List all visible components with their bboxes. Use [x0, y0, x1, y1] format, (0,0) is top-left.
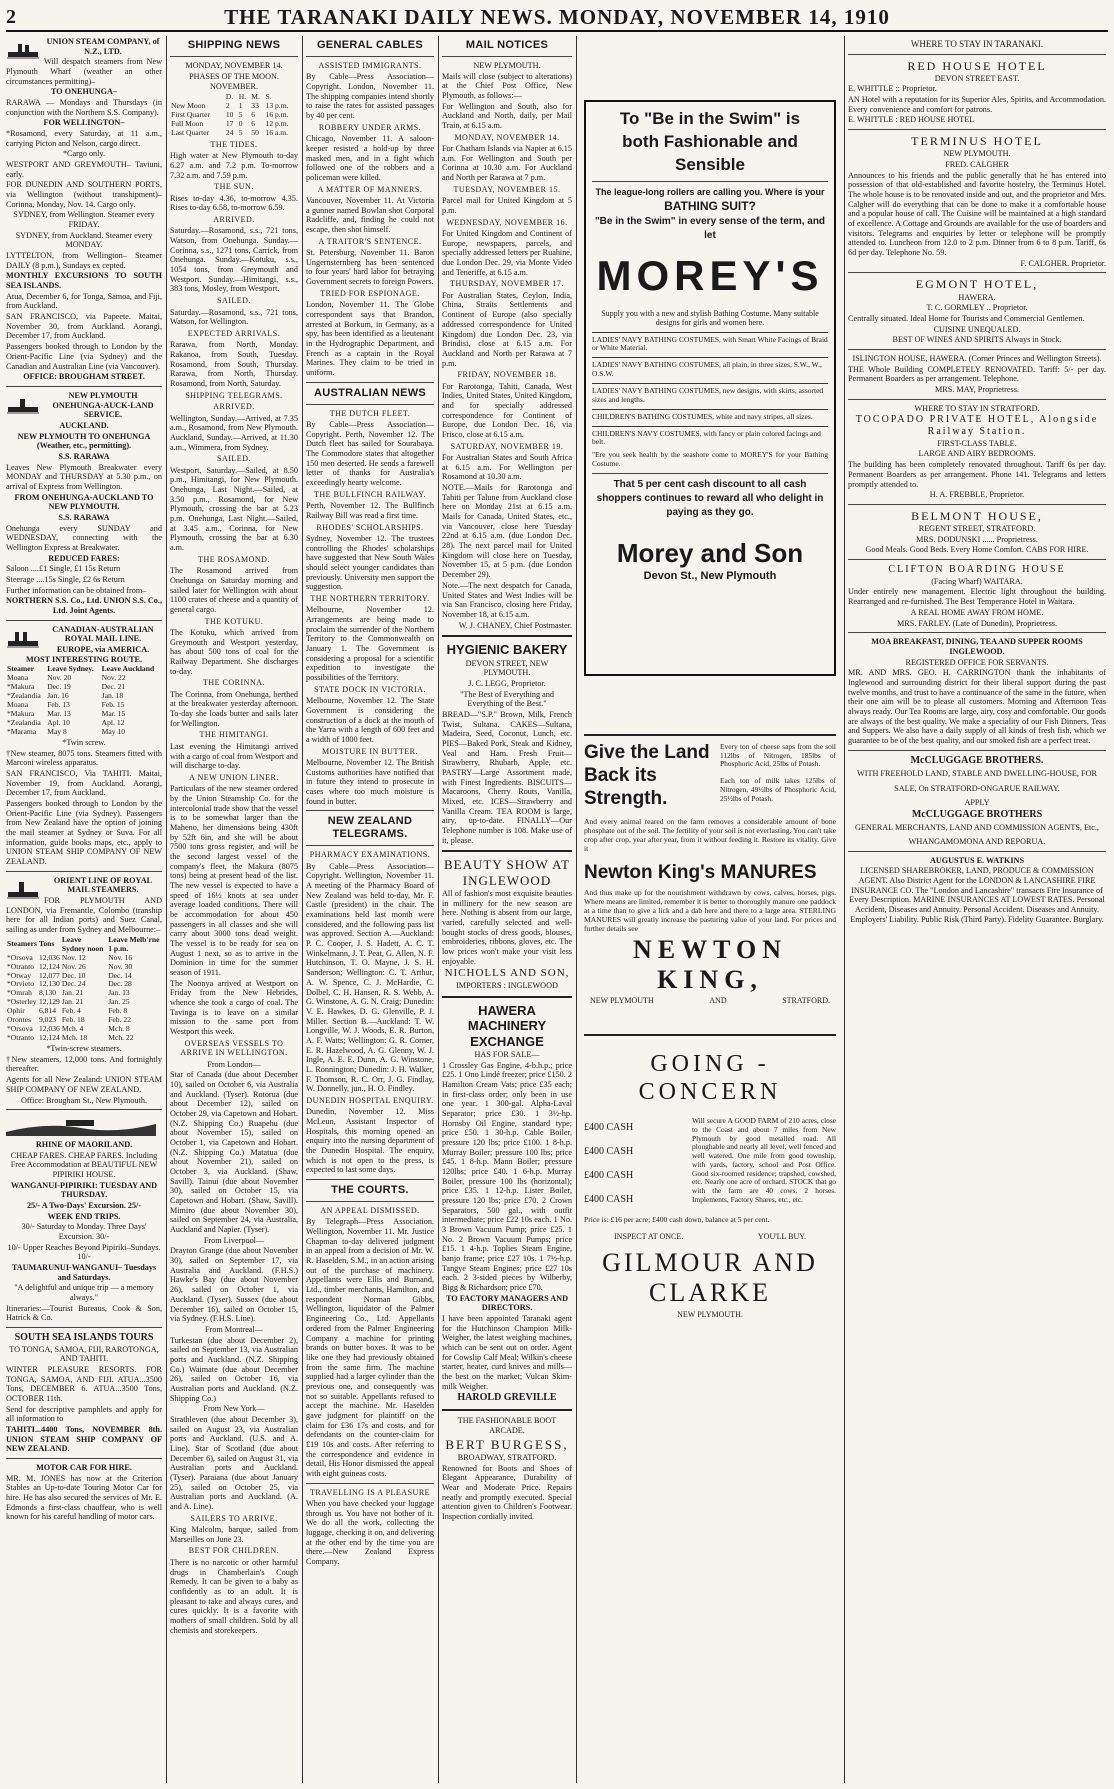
steamship-icon: [6, 393, 40, 415]
table-row: *Zealandia Apl. 10 Apl. 12: [7, 718, 125, 728]
table-row: *Omrah 8,130 Jan. 21 Jan. 13: [7, 988, 130, 998]
table-row: Moana Feb. 13 Feb. 15: [7, 700, 125, 710]
table-row: First Quarter 10 5 6 16 p.m.: [171, 109, 289, 119]
moon-phase-table: D. H. M. S. New Moon 2 1 33 13 p.m. First Quarter 10 5 6 16 p.m. Full Moon 17 0 6 12 p.m. Last Quarter 24 5 50 16 a.m.: [170, 93, 298, 138]
table-row: Moana Nov. 20 Nov. 22: [7, 673, 126, 683]
table-row: Full Moon 17 0 6 12 p.m.: [171, 118, 289, 128]
steamship-icon: [6, 878, 40, 900]
table-row: Orontes 9,023 Feb. 18 Feb. 22: [7, 1015, 131, 1025]
section-heading: NEW ZEALAND TELEGRAMS.: [327, 815, 413, 841]
section-heading: GENERAL CABLES: [316, 39, 424, 51]
usc-title: UNION STEAM COMPANY, of N.Z., LTD.: [46, 37, 160, 56]
column-rule: [166, 36, 167, 1783]
shipping-news-column: SHIPPING NEWS MONDAY, NOVEMBER 14. PHASES OF THE MOON. NOVEMBER. D. H. M. S. New Moon 2 1 33 13 p.m. First Quarter 10 5 6 16 p.m. Full Moon 17 0 6 12 p.m. Last Quarter 24 5 50 16 a.m. THE TIDES. High water at New Plymouth to-day 6.27 a.m. and 7.2 p.m. To-morrow 7.32 a.m. and 7.59 p.m. THE SUN. Rises to-day 4.36, to-morrow 4.35. Rises to-day 6.58, to-morrow 6.59. ARRIVED. Saturday.—Rosamond, s.s., 721 tons, Watson, from Onehunga. Sunday.—Corinna, s.s., 1271 tons, Carrick, from Onehunga. Sunday.—Kotuku, s.s., 1054 tons, from Greymouth and Westport. Sunday.—Himitangi, s.s., 383 tons, Mosley, from Westport. SAILED. Saturday.—Rosamond, s.s., 721 tons, Watson, for Wellington. EXPECTED ARRIVALS. Rarawa, from North, Monday. Rakanoa, from South, Tuesday. Rosamond, from South, Thursday. Rarawa, from North, Thursday. Rosamond, from North, Saturday. SHIPPING TELEGRAMS. ARRIVED. Wellington, Sunday.—Arrived, at 7.35 a.m., Rosamond, from New Plymouth. Auckland, Sunday.—Arrived, at 11.30 a.m., Wimmera, from Sydney. SAILED. Westport, Saturday.—Sailed, at 8.50 p.m., Himitangi, for New Plymouth. Onehunga, Last Night.—Sailed, at 3.50 p.m., Rosamond, for New Plymouth, crossing the bar at 5.23 p.m. Onehunga, Last Night.—Sailed, at 3.45 a.m., Corinna, for New Plymouth, crossing the bar at 6.30 a.m. THE ROSAMOND. The Rosamond arrived from Onehunga on Saturday morning and sailed later for Wellington with about 1100 crates of cheese and a quantity of general cargo. THE KOTUKU. The Kotuku, which arrived from Greymouth and Westport yesterday, has about 500 tons of coal for the Railway Department. She discharges to-day. THE CORINNA. The Corinna, from Onehunga, berthed at the breakwater yesterday afternoon. To-day she loads butter and sails later for Wellington. THE HIMITANGI. Last evening the Himitangi arrived with a cargo of coal from Westport and will discharge to-day. A NEW UNION LINER. Particulars of the new steamer ordered by the Union Steamship Co. for the intercolonial trade show that the vessel is to be somewhat larger than the Maheno, her dimensions being 430ft by 52ft 6in, and she will be about 7500 tons gross register, and will be the second largest vessel of the company's fleet, the Makura (8075 tons) being at present head of the list. The new vessel is expected to have a speed of 16½ knots at sea under average loaded conditions. There will be accommodation for about 450 passengers in all classes and she will carry about 3000 tons dead weight. The vessel is to be ready for sea on August 1 next, so as to arrive in the Dominion in time for the summer season of 1911. The Noonya arrived at Westport on Friday from the New Hebrides, whence she took a cargo of coal. The Tavinga is to leave on a similar mission to the same port from Westport this week. OVERSEAS VESSELS TO ARRIVE IN WELLINGTON. From London— Star of Canada (due about December 10), sailed on October 6, via Australia and Auckland. (Tyser). Rotorua (due about December 12), sailed on October 29, via Capetown and Hobart. (N.Z. Shipping Co.) Ruapehu (due about November 15), sailed on October 1, via Capetown and Hobart. (N.Z. Shipping Co.) Matatua (due about November 21), sailed on October 3, via Auckland. (Shaw, Savill). Tainui (due about November 30), sailed on October 15, via Capetown and Hobart. (Shaw, Savill). Mimiro (due about November 30), sailed on September 24, via Australia, Auckland and Napier. (Tyser). From Liverpool— Drayton Grange (due about November 30), sailed on September 17, via Australia and Auckland. (F.H.S.) Hawke's Bay (due about November 26), sailed on October 1, via Auckland. (Tyser). Sussex (due about December 16), sailed on October 15, via Sydney. (F.H.S. Line). From Montreal— Turkestan (due about December 2), sailed on September 13, via Australian ports and Auckland. (N.Z. Shipping Co.) Waimate (due about December 26), sailed on October 16, via Australian ports and Auckland. (N.Z. Shipping Co.) From New York— Strathleven (due about December 3), sailed on August 23, via Australian ports and Auckland. (U.S. and A. Line). Star of Scotland (due about December 6), sailed on August 31, via Australian ports and Auckland. (Tyser). Paraiana (due about January 25), sailed on October 25, via Australian ports and Auckland. (A. and A. Line). SAILERS TO ARRIVE. King Malcolm, barque, sailed from Marseilles on June 23. BEST FOR CHILDREN. There is no narcotic or other harmful drugs in Chamberlain's Cough Remedy. It can be given to a baby as confidently as to an adult. It is pleasant to take and always cures, and cures quickly. It is a favorite with mothers of small children. Sold by all chemists and storekeepers.: [170, 39, 298, 1635]
table-row: *Marama May 8 May 10: [7, 726, 126, 736]
column-rule: [576, 36, 577, 1783]
masthead: [6, 4, 1108, 32]
table-row: *Orsova 12,036 Mch. 4 Mch. 8: [7, 1024, 130, 1034]
section-heading: MAIL NOTICES: [465, 39, 549, 51]
river-scene-icon: [6, 1114, 156, 1136]
shipping-ads-column: UNION STEAM COMPANY, of N.Z., LTD. Will despatch steamers from New Plymouth Wharf (weather an other circumstances permitting)– TO ONEHUNGA– RARAWA — Mondays and Thursdays (in conjunction with the Northern S.S. Company). FOR WELLINGTON– *Rosamond, every Saturday, at 11 a.m., carrying Picton and Nelson, cargo direct. *Cargo only. WESTPORT AND GREYMOUTH– Taviuni, early. FOR DUNEDIN AND SOUTHERN PORTS, via Wellington (without transhipment)– Corinna, Monday, Nov. 14. Cargo only. SYDNEY, from Wellington. Steamer every FRIDAY. SYDNEY, from Auckland. Steamer every MONDAY. LYTTELTON, from Wellington– Steamer DAILY (8 p.m.), Sundays ex cepted. MONTHLY EXCURSIONS TO SOUTH SEA ISLANDS. Atua, December 6, for Tonga, Samoa, and Fiji, from Auckland. SAN FRANCISCO, via Papeete. Maitai, November 30, from Auckland. Aorangi, December 17, from Auckland. Passengers booked through to London by the Orient-Pacific Line (via Sydney) and the Canadian and Australian Line (via Vancouver). OFFICE: BROUGHAM STREET. NEW PLYMOUTH ONEHUNGA-AUCK-LAND SERVICE. AUCKLAND. NEW PLYMOUTH TO ONEHUNGA (Weather, etc., permitting). S.S. RARAWA Leaves New Plymouth Breakwater every MONDAY and THURSDAY at 5.30 p.m., on arrival of Express from Wellington. FROM ONEHUNGA-AUCKLAND TO NEW PLYMOUTH. S.S. RARAWA Onehunga every SUNDAY and WEDNESDAY, connecting with the Wellington Express at Breakwater. REDUCED FARES: Saloon ....£1 Single, £1 15s Return Steerage ....15s Single, £2 6s Return Further information can be obtained from– NORTHERN S.S. Co., Ltd. UNION S.S. Co., Ltd. Joint Agents. CANADIAN-AUSTRALIAN ROYAL MAIL LINE. EUROPE, via AMERICA. MOST INTERESTING ROUTE. Steamer Leave Sydney. Leave Auckland Moana Nov. 20 Nov. 22 *Makura Dec. 19 Dec. 21 *Zealandia Jan. 16 Jan. 18 Moana Feb. 13 Feb. 15 *Makura Mar. 13 Mar. 15 *Zealandia Apl. 10 Apl. 12 *Marama May 8 May 10 *Twin screw. †New steamer, 8075 tons. Steamers fitted with Marconi wireless apparatus. SAN FRANCISCO, Via TAHITI. Maitai, November 19, from Auckland. Aorangi, December 17, from Auckland. Passengers booked through to London by the Orient-Pacific Line (via Sydney). Passengers from New Zealand have the option of joining the mail steamer at Sydney or Suva. For all information, guide books maps, etc., apply to UNION STEAM SHIP COMPANY OF NEW ZEALAND. ORIENT LINE OF ROYAL MAIL STEAMERS. FOR PLYMOUTH AND LONDON, via Fremantle, Colombo (tranship here for all Indian ports) and Suez Canal, sailing as under from Sydney and Melbourne:– Steamers Tons Leave Sydney noon Leave Melb'rne 1 p.m. *Orsova 12,036 Nov. 12 Nov. 16 *Otranto 12,124 Nov. 26 Nov. 30 *Otway 12,077 Dec. 10 Dec. 14 *Orvieto 12,130 Dec. 24 Dec. 28 *Omrah 8,130 Jan. 21 Jan. 13 *Osterley 12,129 Jan. 21 Jan. 25 Ophir 6,814 Feb. 4 Feb. 8 Orontes 9,023 Feb. 18 Feb. 22 *Orsova 12,036 Mch. 4 Mch. 8 *Otranto 12,124 Mch. 18 Mch. 22 *Twin-screw steamers. †New steamers, 12,000 tons. And fortnightly thereafter. Agents for all New Zealand: UNION STEAM SHIP COMPANY OF NEW ZEALAND. Office: Brougham St., New Plymouth. RHINE OF MAORILAND. CHEAP FARES. CHEAP FARES. Including Free Accommodation at BEAUTIFUL NEW PIPIRIKI HOUSE. WANGANUI-PIPIRIKI: TUESDAY AND THURSDAY. 25/- A Two-Days' Excursion. 25/- WEEK END TRIPS. 30/- Saturday to Monday. Three Days' Excursion. 30/- 10/- Upper Reaches Beyond Pipiriki–Sundays. 10/- TAUMARUNUI-WANGANUI– Tuesdays and Saturdays. "A delightful and unique trip — a memory always." Itineraries:—Tourist Bureaus, Cook & Son, Hatrick & Co. SOUTH SEA ISLANDS TOURS TO TONGA, SAMOA, FIJI, RAROTONGA, AND TAHITI. WINTER PLEASURE RESORTS. FOR TONGA, SAMOA, AND FIJI. ATUA...3500 Tons, DECEMBER 6. ATUA...3500 Tons, OCTOBER 11th. Send for descriptive pamphlets and apply for all information to TAHITI...4400 Tons, NOVEMBER 8th. UNION STEAM SHIP COMPANY OF NEW ZEALAND. MOTOR CAR FOR HIRE. MR. M. JONES has now at the Criterion Stables an Up-to-date Touring Motor Car for hire. He has also secured the services of Mr. E. Edmonds a first-class chauffeur, who is well known for his careful handling of motor cars.: [6, 37, 162, 1522]
table-row: *Otranto 12,124 Nov. 26 Nov. 30: [7, 961, 133, 971]
table-row: *Osterley 12,129 Jan. 21 Jan. 25: [7, 997, 130, 1007]
where-to-stay-column: WHERE TO STAY IN TARANAKI. RED HOUSE HOTEL DEVON STREET EAST. E. WHITTLE :: Proprietor. AN Hotel with a reputation for its Superior Ales, Spirits, and Accommodation. Every convenience and comfort for patrons. E. WHITTLE : RED HOUSE HOTEL TERMINUS HOTEL NEW PLYMOUTH. FRED. CALGHER Announces to his friends and the public generally that he has entered into possession of that old-established and favorite hostelry, the Terminus Hotel. The whole house is to be renovated inside and out, and the proprietor and Mrs. Calgher will do everything that can be done to make it a comfortable house and a popular house of call. The Cuisine will be maintained at a high standard of excellence. A Cottage and Grounds are available for the use of boarders and visitors. Telegrams and enquiries by letter or telephone will be promptly attended to. Luncheon from 12.0 to 2 p.m. Dinner from 6 to 8 p.m. Tariff, 6s 6d per day. Telephone No. 59. F. CALGHER. Proprietor. EGMONT HOTEL, HAWERA. T. C. GORMLEY .. Proprietor. Centrally situated. Ideal Home for Tourists and Commercial Gentlemen. CUISINE UNEQUALED. BEST OF WINES AND SPIRITS Always in Stock. ISLINGTON HOUSE, HAWERA. (Corner Princes and Wellington Streets). THE Whole Building COMPLETELY RENOVATED. Tariff: 5/- per day. Permanent Boarders as per arrangement. Telephone. MRS. MAY, Proprietress. WHERE TO STAY IN STRATFORD. TOCOPADO PRIVATE HOTEL, Alongside Railway Station. FIRST-CLASS TABLE. LARGE AND AIRY BEDROOMS. The building has been completely renovated throughout. Tariff 6s per day. Permanent Boarders as per arrangement. Phone 141. Telegrams and letters promptly attended to. H. A. FREBBLE, Proprietor. BELMONT HOUSE, REGENT STREET, STRATFORD. MRS. DODUNSKI ...... Proprietress. Good Meals. Good Beds. Every Home Comfort. CABS FOR HIRE. CLIFTON BOARDING HOUSE (Facing Wharf) WAITARA. Under entirely new management. Electric light throughout the building. Rearranged and re-furnished. The Best Temperance Hotel in Waitara. A REAL HOME AWAY FROM HOME. MRS. FARLEY. (Late of Dunedin), Proprietress. MOA BREAKFAST, DINING, TEA AND SUPPER ROOMS INGLEWOOD. REGISTERED OFFICE FOR SERVANTS. MR. AND MRS. GEO. H. CARRINGTON thank the inhabitants of Inglewood and surrounding district for their liberal support during the past twelve months, and trust to have a continuance of the same in the future, when their one aim will be to please all customers. Morning and Afternoon Teas always ready. Our Tea Rooms are large, airy, cosy and comfortable. Our goods are always of the best quality. We make a speciality of our Fish Dinners, Teas and Suppers. We also have a daily supply of all kinds of fresh fish, which we guarantee to be of the best quality, and our smoked fish are a perfect treat. McCLUGGAGE BROTHERS. WITH FREEHOLD LAND, STABLE AND DWELLING-HOUSE, FOR SALE, On STRATFORD-ONGARUE RAILWAY. APPLY McCLUGGAGE BROTHERS GENERAL MERCHANTS, LAND AND COMMISSION AGENTS, Etc., WHANGAMOMONA AND REPORUA. AUGUSTUS E. WATKINS LICENSED SHAREBROKER, LAND, PRODUCE & COMMISSION AGENT. Also District Agent for the LONDON & LANCASHIRE FIRE INSURANCE CO. The "London and Lancashire" transacts Fire Insurance of Every Description. MARINE INSURANCES AT LOWEST RATES. Personal Accident, Diseases and Annuity. Personal Accident. Diseases and Annuity. Employers' Liability. Public Risk (Third Party). Fidelity Guarantee. Burglary.: [848, 39, 1106, 924]
mail-notices-column: MAIL NOTICES NEW PLYMOUTH. Mails will close (subject to alterations) at the Chief Post Office, New Plymouth, as follows:— For Wellington and South, also for Auckland and North, daily, per Mail Train, at 6.15 a.m. MONDAY, NOVEMBER 14. For Chatham Islands via Napier at 6.15 a.m. For Wellington and South per Corinna at 10.30 a.m. For Auckland and North per Rarawa at 7 p.m. TUESDAY, NOVEMBER 15. Parcel mail for United Kingdom at 5 p.m. WEDNESDAY, NOVEMBER 16. For United Kingdom and Continent of Europe, newspapers, parcels, and specially addressed letters per Ruahine, due London Dec. 29, via Monte Video and Teneriffe, at 6.15 a.m. THURSDAY, NOVEMBER 17. For Australian States, Ceylon, India, China, Straits Settlements and Continent of Europe (also specially addressed correspondence for United Kingdom) due London Dec. 23, via Brindisi, close at 6.15 a.m. For Auckland and North per Rarawa at 7 p.m. FRIDAY, NOVEMBER 18. For Rarotonga, Tahiti, Canada, West Indies, United States, United Kingdom, and for specially addressed correspondence for Continent of Europe, due London Dec. 16, via Frisco, close at 6.15 a.m. SATURDAY, NOVEMBER 19. For Australian States and South Africa at 6.15 a.m. For Wellington per Rosamond at 10.30 a.m. NOTE.—Mails for Rarotonga and Tahiti per Talune from Auckland close here on Monday 21st at 6.15 a.m. Mails for Canada, United States, etc., via Vancouver, close here Tuesday 22nd at 6.15 a.m. (due London Dec. 28). The next parcel mail for United Kingdom will close here on Tuesday, November 15, at 5 p.m. (due London December 29). Note.—The next despatch for Canada, United States and West Indies will be via San Francisco, closing here Friday, November 18, at 6.15 a.m. W. J. CHANEY, Chief Postmaster. HYGIENIC BAKERY DEVON STREET, NEW PLYMOUTH. J. C. LEGG, Proprietor. "The Best of Everything and Everything of the Best." BREAD—"S.P." Brown, Milk, French Twist, Sultana. CAKES—Sultana, Madeira, Seed, Coconut, Lunch, etc. PIES—Baked Pork, Steak and Kidney, Veal and Ham. Fresh Fruit—Strawberry, Rhubarb, Apple, etc. PASTRY—Large Assortment made, with Finest Ingredients. BISCUITS—Macaroons, Cherry Routs, Vanilla, Mixed, etc. ICES—Strawberry and Vanilla Cream. TEA ROOM is large, airy, up-to-date. FINALLY—Our Telephone number is 108. Make use of it, please. BEAUTY SHOW AT INGLEWOOD All of fashion's most exquisite beauties in millinery for the new season are here. Nothing is absent from our large, varied, carefully selected and well-bought stocks of dress goods, blouses, embroideries, ribbons, gloves, etc. The low prices won't make your visit less enjoyable. NICHOLLS AND SON, IMPORTERS : INGLEWOOD HAWERA MACHINERY EXCHANGE HAS FOR SALE— 1 Crossley Gas Engine, 4-b.h.p.; price £25. 1 Ono Lindé freezer; price £150. 2 Hamilton Cream Vats; price £35 each; in first-class order; only been in use one year. 1 300-gal. Alpha-Laval Separator; price £30. 1 3½-hp. Hornsby Oil Engine, standard type; price £50. 1 30-h.p. Cable Boiler, pressure 120 lbs; price £100. 1 8-h.p. Murray Boiler; pressure 100 lbs; price £45. 1 8-h.p. Mann Boiler; pressure 120lbs; price £40. 1 6-h.p. Murray Boiler, pressure 100 lbs (horizontal); price £35. 1 12-h.p. Lister Boiler, pressure 120 lbs; price £70. 2 Crown Separators, 500 gal., with outfit intermediate; price £22 10s each. 1 No. 3 Brown Vacuum Pump; price £25. 1 No. 2 Brown Vacuum Pumps; price £15. 1 4-h.p. Toplies Steam Engine, banjo frame; price £27 10s. 1 7½-h.p. Tangye Steam Engines; price £27 10s each. 2 3-sided pieces by Wilberby, Bigg & Richardson; price £70. TO FACTORY MANAGERS AND DIRECTORS. I have been appointed Taranaki agent for the Hutchinson Champion Milk-Weigher, the latest weighing machines, which can be sent out on order. Agent for Cowslip Calf Meal; Wilkin's cheese starter, heater, curd knives and mills—the best on the market; Vulcan Skim-milk Weigher. HAROLD GREVILLE THE FASHIONABLE BOOT ARCADE. BERT BURGESS, BROADWAY, STRATFORD. Renowned for Boots and Shoes of Elegant Appearance, Durability of Wear and Moderate Price. Repairs neatly and promptly executed. Special attention given to Children's Footwear. Inspection cordially invited.: [442, 39, 572, 1521]
newspaper-title: THE TARANAKI DAILY NEWS. MONDAY, NOVEMBER 14, 1910: [224, 4, 890, 29]
column-rule: [844, 36, 845, 1783]
orient-sailings-table: Steamers Tons Leave Sydney noon Leave Melb'rne 1 p.m. *Orsova 12,036 Nov. 12 Nov. 16 *Otranto 12,124 Nov. 26 Nov. 30 *Otway 12,077 Dec. 10 Dec. 14 *Orvieto 12,130 Dec. 24 Dec. 28 *Omrah 8,130 Jan. 21 Jan. 13 *Osterley 12,129 Jan. 21 Jan. 25 Ophir 6,814 Feb. 4 Feb. 8 Orontes 9,023 Feb. 18 Feb. 22 *Orsova 12,036 Mch. 4 Mch. 8 *Otranto 12,124 Mch. 18 Mch. 22: [6, 936, 162, 1043]
table-row: Ophir 6,814 Feb. 4 Feb. 8: [7, 1006, 128, 1016]
table-row: Last Quarter 24 5 50 16 a.m.: [171, 127, 289, 137]
steamship-icon: [6, 627, 40, 649]
hawera-machinery-heading: HAWERA MACHINERY EXCHANGE: [467, 1002, 547, 1049]
morey-logo: MOREY'S: [596, 252, 824, 300]
table-row: *Orsova 12,036 Nov. 12 Nov. 16: [7, 952, 133, 962]
advertisements-column: [580, 36, 840, 1783]
page-number: 2: [6, 5, 16, 28]
table-row: *Zealandia Jan. 16 Jan. 18: [7, 691, 124, 701]
column-rule: [302, 36, 303, 1783]
table-row: *Makura Mar. 13 Mar. 15: [7, 709, 126, 719]
section-heading: AUSTRALIAN NEWS: [313, 386, 427, 399]
canadian-sailings-table: Steamer Leave Sydney. Leave Auckland Moana Nov. 20 Nov. 22 *Makura Dec. 19 Dec. 21 *Zealandia Jan. 16 Jan. 18 Moana Feb. 13 Feb. 15 *Makura Mar. 13 Mar. 15 *Zealandia Apl. 10 Apl. 12 *Marama May 8 May 10: [6, 665, 162, 737]
table-row: *Makura Dec. 19 Dec. 21: [7, 682, 126, 692]
bakery-heading: HYGIENIC BAKERY: [446, 642, 568, 658]
morey-advertisement: To "Be in the Swim" is both Fashionable and Sensible The league-long rollers are calling you. Where is your BATHING SUIT? "Be in the Swim" in every sense of the term, and let MOREY'S Supply you with a new and stylish Bathing Costume. Many suitable designs for girls and women here. LADIES' NAVY BATHING COSTUMES, with Smart White Facings of Braid or White Material. LADIES' NAVY BATHING COSTUMES, all plain, in three sizes, S.W., W., O.S.W. LADIES' NAVY BATHING COSTUMES, new designs, with skirts, assorted sizes and lengths. CHILDREN'S BATHING COSTUMES, white and navy stripes, all sizes. CHILDREN'S NAVY COSTUMES, with fancy or plain colored facings and belt. "Ere you seek health by the seashore come to MOREY'S for your Bathing Costume. That 5 per cent cash discount to all cash shoppers continues to reward all who delight in paying as they go. Morey and Son Devon St., New Plymouth: [584, 100, 836, 676]
beauty-show-heading: BEAUTY SHOW AT INGLEWOOD: [444, 857, 570, 888]
newton-king-advertisement: Give the Land Back its Strength. Every ton of cheese saps from the soil 112lbs of Nitrogen, 185lbs of Phosphoric Acid, 25lbs of Potash. Each ton of milk takes 125lbs of Nitrogen, 49½lbs of Phosphoric Acid, 25½lbs of Potash. And every animal reared on the farm removes a considerable amount of bone phosphate out of the soil. The fertility of your soil is not everlasting. You can't take crop after crop, year after year, from it without feeding it. Restore its vitality. Give it Newton King's MANURES And thus make up for the nourishment withdrawn by cows, calves, horses, pigs. Where means are limited, remember it is better to thoroughly manure one paddock at a time than to give a lick and a dab here and there to a large area. STERLING MANURES will greatly increase the pasturing value of your land. For prices and further details see NEWTON KING, NEW PLYMOUTH AND STRATFORD.: [584, 734, 836, 1006]
table-row: *Orvieto 12,130 Dec. 24 Dec. 28: [7, 979, 132, 989]
section-heading: THE COURTS.: [331, 1184, 409, 1197]
section-heading: SHIPPING NEWS: [187, 39, 281, 51]
steamship-icon: [6, 38, 40, 60]
table-row: New Moon 2 1 33 13 p.m.: [171, 100, 289, 110]
general-cables-column: GENERAL CABLES ASSISTED IMMIGRANTS. By Cable—Press Association—Copyright. London, November 11. The shipping companies intend shortly to raise the rates for assisted passages by 40 per cent. ROBBERY UNDER ARMS. Chicago, November 11. A saloon-keeper resisted a hold-up by three masked men, and in a fight which followed one of the robbers and a policeman were killed. A MATTER OF MANNERS. Vancouver, November 11. At Victoria a gunner named Bowlan shot Corporal Radcliffe, and, finding he could not escape, then shot himself. A TRAITOR'S SENTENCE. St. Petersburg, November 11. Baron Ungernsternberg has been sentenced to four years' hard labor for betraying Government secrets to foreign Powers. TRIED FOR ESPIONAGE. London, November 11. The Globe correspondent says that Brandon, arrested at Borkum, in Germany, as a spy, has been identified as a lieutenant in the Hydrographic Department, and French as a captain in the Royal Marines. They claim to be tried in uniform. AUSTRALIAN NEWS THE DUTCH FLEET. By Cable—Press Association—Copyright. Perth, November 12. The Dutch fleet has sailed for Sourabaya. The Commodore states that altogether 150 men deserted. He sends a farewell letter of thanks for Australia's exceedingly hearty welcome. THE BULLFINCH RAILWAY. Perth, November 12. The Bullfinch Railway Bill was read a first time. RHODES' SCHOLARSHIPS. Sydney, November 12. The trustees controlling the Rhodes' scholarships have suggested that New South Wales should select younger candidates than previously. University men support the suggestion. THE NORTHERN TERRITORY. Melbourne, November 12. Arrangements are being made to proclaim the surrender of the Northern Territory to the Commonwealth on January 1. The Government is considering a proposal for a scientific expedition to investigate the possibilities of the Territory. STATE DOCK IN VICTORIA. Melbourne, November 12. The State Government is considering the construction of a dock at the mouth of the Yarra with a length of 600 feet and a width of 1000 feet. MOISTURE IN BUTTER. Melbourne, November 12. The British Customs authorities have notified that in future they intend to prosecute in cases where too much moisture is found in butter. NEW ZEALAND TELEGRAMS. PHARMACY EXAMINATIONS. By Cable—Press Association—Copyright. Wellington, November 11. A meeting of the Pharmacy Board of New Zealand was held to-day, Mr. F. Castle (president) in the chair. The examinations held last month were considered, and the following pass list was approved. Section A.—Auckland: P. C. Cooper, J. S. Hadett, A. C. T. Winkelmann, J. T. Peat, G. Allen, N. F. Hutchinson, T. O. Mayne, J. S. H. Sanderson; Wellington: C. T. Arthur, A. W. Spence, C. J. McHardie, C. Dolbel, C. H. Hansen, R. S. Webb, A. G. Winstone, A. G. N. Craig; Dunedin: V. E. Hawkes, D. G. Glenville, P. J. Miller. Section B.—Auckland: T. W. Longville, W. J. Woods, E. R. Burton, A. F. Watts; Wellington: G. R. Corner, E. R. Hazelwood, A. G. Glenny, W. J. Ingle, A. E. E. Dunn, A. G. Winstone, L. Ronnington; Dunedin: J. H. Walker, F. Thomson, R. C. Orr, J. G. Findlay, W. Donnelly, jun., H. O. Findley. DUNEDIN HOSPITAL ENQUIRY. Dunedin, November 12. Miss McLeun, Assistant Inspector of Hospitals, this morning opened an enquiry into the nursing department of the Dunedin Hospital. The enquiry, which is not open to the press, is expected to last some days. THE COURTS. AN APPEAL DISMISSED. By Telegraph—Press Association. Wellington, November 11. Mr. Justice Chapman to-day delivered judgment in an appeal from a decision of Mr. W. R. Haselden, S.M., in an action arising out of the purchase of machinery. Appellants were Ellis and Burnand, Ltd., timber merchants, Hamilton, and respondent Norman Gibbs, Wellington, liquidator of the Palmer Engineering Co., Ltd. Appellants ordered from the Palmer Engineering Company a machine for printing brands on butter boxes. It was to be like one they had previously obtained from the same firm. The machine supplied had a larger cylinder than the previous one, and consequently was not so suitable. Appellants refused to accept the machine. Mr. Haselden gave judgment for plaintiff on the claim for £36 17s and costs, and for defendants on the counter-claim for £19 10s and costs. After referring to the correspondence and evidence in detail, His Honor dismissed the appeal with eight guineas costs. TRAVELLING IS A PLEASURE When you have checked your luggage through us. You have not bother of it. We do all the work, collecting the luggage, checking it on, and delivering at the other end by the time you are there.—New Zealand Express Company.: [306, 39, 434, 1567]
going-concern-advertisement: GOING - CONCERN £400 CASH £400 CASH £400 CASH £400 CASH Will secure A GOOD FARM of 210 acres, close to the Coast and about 7 miles from New Plymouth by good metalled road. All ploughable and nearly all level, well fenced and well watered. One mile from good township, with yards, factory, school and Post Office. Good six-roomed residence; trapshed, cowshed, etc. Nearly one acre of orchard. STOCK that go with the farm are 40 cows, 2 horses. Implements, Factory Shares, etc., etc. Price is: £16 per acre; £400 cash down, balance at 5 per cent. INSPECT AT ONCE. YOU'LL BUY. GILMOUR AND CLARKE NEW PLYMOUTH.: [584, 1034, 836, 1320]
table-row: *Otranto 12,124 Mch. 18 Mch. 22: [7, 1033, 134, 1043]
table-row: *Otway 12,077 Dec. 10 Dec. 14: [7, 970, 132, 980]
column-rule: [438, 36, 439, 1783]
